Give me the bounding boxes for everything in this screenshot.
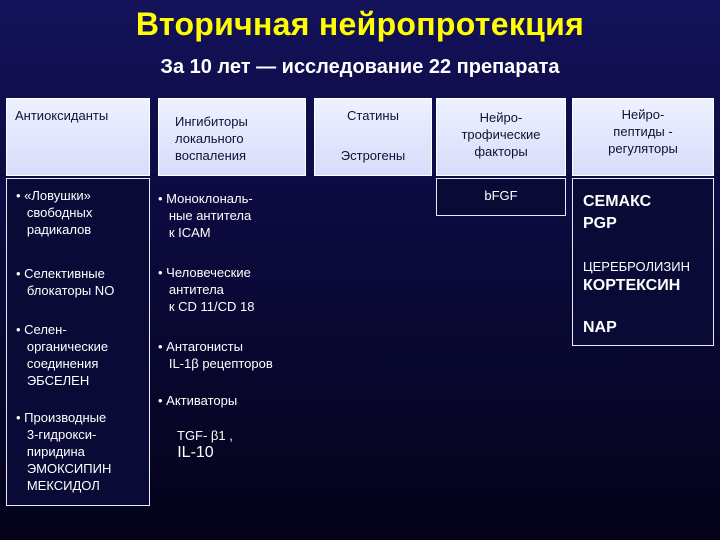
inflammation-header-label: Ингибиторы локального воспаления bbox=[175, 114, 248, 163]
statins-label: Статины bbox=[347, 108, 399, 123]
inflammation-header bbox=[158, 98, 306, 176]
antioxidants-header-label: Антиоксиданты bbox=[15, 108, 109, 123]
page-title: Вторичная нейропротекция bbox=[135, 6, 585, 42]
statins-header bbox=[314, 98, 432, 176]
neuropeptide-item: СЕМАКС bbox=[583, 193, 652, 210]
antioxidant-item: • Селективные блокаторы NO bbox=[16, 266, 115, 298]
neuropeptide-item: ЦЕРЕБРОЛИЗИН bbox=[583, 259, 690, 274]
neuropeptides-list bbox=[572, 178, 714, 346]
antioxidant-item: • Селен- органические соединения ЭБСЕЛЕН bbox=[16, 322, 109, 388]
antioxidants-list bbox=[6, 178, 150, 506]
neurotrophic-header bbox=[436, 98, 566, 176]
neuropeptides-header bbox=[572, 98, 714, 176]
neuropeptide-item: PGP bbox=[583, 215, 617, 232]
tgf-beta-label: TGF- β1 , bbox=[177, 428, 233, 443]
inflammation-activators: • Активаторы bbox=[158, 393, 238, 408]
page-subtitle: За 10 лет — исследование 22 препарата bbox=[160, 56, 560, 78]
neuropeptide-item: КОРТЕКСИН bbox=[583, 277, 681, 294]
neurotrophic-list bbox=[436, 178, 566, 216]
inflammation-activators-tgf bbox=[170, 410, 233, 461]
bfgf-item: bFGF bbox=[484, 188, 518, 203]
inflammation-item: • Антагонисты IL-1β рецепторов bbox=[158, 339, 273, 371]
antioxidants-header bbox=[6, 98, 150, 176]
neurotrophic-header-label: Нейро- трофические факторы bbox=[461, 110, 541, 159]
neuropeptides-header-label: Нейро- пептиды - регуляторы bbox=[608, 107, 678, 156]
antioxidant-item: • Производные 3-гидрокси- пиридина ЭМОКСИПИН МЕКСИДОЛ bbox=[16, 410, 112, 493]
antioxidant-item: • «Ловушки» свободных радикалов bbox=[16, 188, 93, 237]
il10-label: IL-10 bbox=[177, 444, 214, 461]
inflammation-item: • Человеческие антитела к CD 11/CD 18 bbox=[158, 265, 255, 314]
inflammation-item: • Моноклональ- ные антитела к ICAM bbox=[158, 191, 253, 240]
estrogens-label: Эстрогены bbox=[340, 148, 406, 163]
neuropeptide-item: NAP bbox=[583, 319, 617, 336]
